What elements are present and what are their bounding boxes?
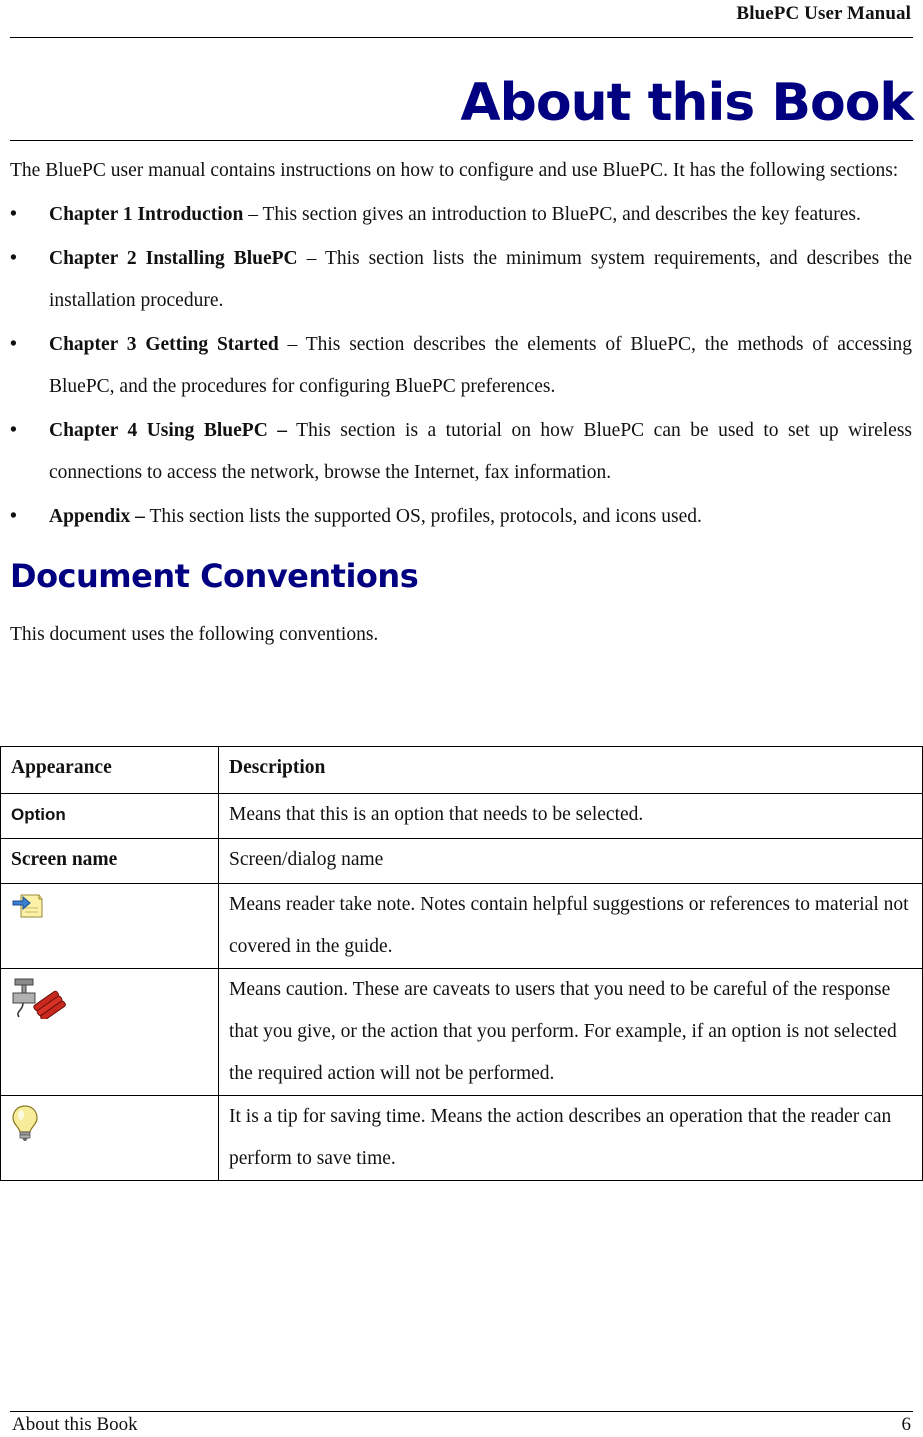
page-title: About this Book bbox=[460, 73, 913, 133]
table-header-row bbox=[1, 747, 923, 794]
column-header-description: Description bbox=[219, 747, 923, 794]
section-name: Chapter 3 Getting Started bbox=[49, 334, 279, 355]
conventions-table bbox=[0, 746, 923, 1181]
column-header-appearance: Appearance bbox=[1, 747, 219, 794]
table-row bbox=[1, 839, 923, 884]
main-content bbox=[10, 150, 912, 656]
list-item bbox=[10, 238, 912, 322]
description-cell: Screen/dialog name bbox=[219, 839, 923, 884]
page-footer bbox=[10, 1411, 913, 1435]
bullet-icon: • bbox=[10, 334, 17, 355]
section-name: Appendix – bbox=[49, 506, 145, 527]
bullet-icon: • bbox=[10, 204, 17, 225]
intro-paragraph: The BluePC user manual contains instructions on how to configure and use BluePC. It has the following sections: bbox=[10, 160, 899, 181]
section-separator bbox=[287, 420, 296, 441]
footer-section-name: About this Book bbox=[12, 1414, 138, 1435]
section-separator: – bbox=[297, 248, 325, 269]
section-name: Chapter 4 Using BluePC – bbox=[49, 420, 288, 441]
section-description: This section lists the supported OS, profiles, protocols, and icons used. bbox=[149, 506, 702, 527]
list-item bbox=[10, 496, 912, 538]
running-header-title: BluePC User Manual bbox=[736, 3, 911, 24]
option-sample: Option bbox=[11, 805, 66, 824]
table-row bbox=[1, 884, 923, 969]
bullet-icon: • bbox=[10, 420, 17, 441]
section-description: This section is a tutorial on how BluePC can be used to set up wireless connections to access the network, browse the Internet, fax information. bbox=[49, 420, 912, 483]
appearance-cell bbox=[1, 839, 219, 884]
list-item bbox=[10, 410, 912, 494]
appearance-cell bbox=[1, 794, 219, 839]
table-row bbox=[1, 1096, 923, 1181]
list-item bbox=[10, 324, 912, 408]
appearance-cell bbox=[1, 969, 219, 1096]
running-header bbox=[10, 0, 913, 38]
note-icon bbox=[11, 892, 45, 920]
description-cell: It is a tip for saving time. Means the action describes an operation that the reader can perform to save time. bbox=[219, 1096, 923, 1181]
section-separator: – bbox=[243, 204, 263, 225]
list-item bbox=[10, 194, 912, 236]
description-cell: Means that this is an option that needs to be selected. bbox=[219, 794, 923, 839]
chapter-title-bar bbox=[10, 70, 913, 141]
conventions-intro: This document uses the following conventions. bbox=[10, 624, 379, 645]
tip-lightbulb-icon bbox=[11, 1104, 39, 1142]
section-description: This section describes the elements of BluePC, the methods of accessing BluePC, and the procedures for configuring BluePC preferences. bbox=[49, 334, 912, 397]
table-row bbox=[1, 794, 923, 839]
bullet-icon: • bbox=[10, 248, 17, 269]
section-name: Chapter 2 Installing BluePC bbox=[49, 248, 298, 269]
section-description: This section gives an introduction to BluePC, and describes the key features. bbox=[262, 204, 861, 225]
caution-dynamite-icon bbox=[11, 977, 67, 1019]
appearance-cell bbox=[1, 884, 219, 969]
description-cell: Means reader take note. Notes contain helpful suggestions or references to material not covered in the guide. bbox=[219, 884, 923, 969]
table-row bbox=[1, 969, 923, 1096]
section-list bbox=[10, 194, 912, 538]
section-name: Chapter 1 Introduction bbox=[49, 204, 244, 225]
screen-name-sample: Screen name bbox=[11, 849, 118, 870]
section-description: This section lists the minimum system requirements, and describes the installation procedure. bbox=[49, 248, 912, 311]
section-separator: – bbox=[278, 334, 306, 355]
appearance-cell bbox=[1, 1096, 219, 1181]
section-heading: Document Conventions bbox=[10, 557, 419, 595]
description-cell: Means caution. These are caveats to users that you need to be careful of the response that you give, or the action that you perform. For example, if an option is not selected the required action will not be performed. bbox=[219, 969, 923, 1096]
bullet-icon: • bbox=[10, 506, 17, 527]
page-number: 6 bbox=[901, 1414, 911, 1435]
